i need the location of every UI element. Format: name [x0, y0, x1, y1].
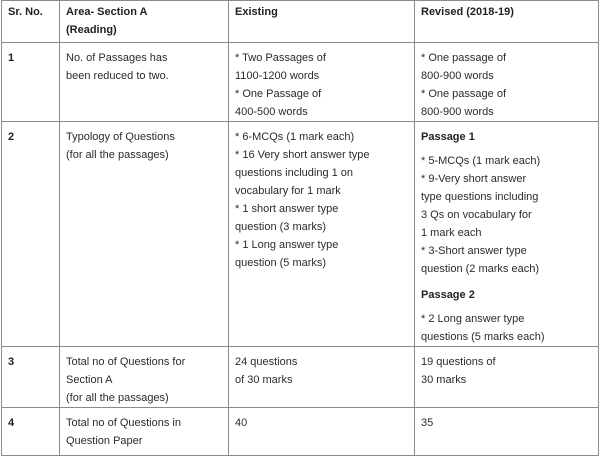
row-2-area: Typology of Questions (for all the passages) — [60, 122, 229, 347]
comparison-table — [1, 0, 599, 456]
table-row — [2, 122, 599, 347]
row-3-revised: 19 questions of 30 marks — [415, 347, 599, 408]
table-row — [2, 347, 599, 408]
header-sr-no: Sr. No. — [2, 1, 60, 43]
row-4-existing: 40 — [229, 408, 415, 456]
row-3-sr: 3 — [2, 347, 60, 408]
header-area: Area- Section A (Reading) — [60, 1, 229, 43]
row-3-existing: 24 questions of 30 marks — [229, 347, 415, 408]
passage-1-title: Passage 1 — [421, 131, 475, 143]
header-revised: Revised (2018-19) — [415, 1, 599, 43]
row-1-area: No. of Passages has been reduced to two. — [60, 43, 229, 122]
table-header-row — [2, 1, 599, 43]
passage-2-title: Passage 2 — [421, 289, 475, 301]
row-2-revised: Passage 1 * 5-MCQs (1 mark each) * 9-Very short answer type questions including 3 Qs on vocabulary for 1 mark each * 3-Short answer type question (2 marks each) Passage 2 * 2 Long answer type questions (5 marks each) — [415, 122, 599, 347]
row-3-area: Total no of Questions for Section A (for all the passages) — [60, 347, 229, 408]
header-existing: Existing — [229, 1, 415, 43]
row-1-sr: 1 — [2, 43, 60, 122]
row-2-existing: * 6-MCQs (1 mark each) * 16 Very short answer type questions including 1 on vocabulary for 1 mark * 1 short answer type question (3 marks) * 1 Long answer type question (5 marks) — [229, 122, 415, 347]
row-4-revised: 35 — [415, 408, 599, 456]
row-2-sr: 2 — [2, 122, 60, 347]
row-4-area: Total no of Questions in Question Paper — [60, 408, 229, 456]
row-1-existing: * Two Passages of 1100-1200 words * One Passage of 400-500 words — [229, 43, 415, 122]
row-1-revised: * One passage of 800-900 words * One passage of 800-900 words — [415, 43, 599, 122]
table-row — [2, 43, 599, 122]
table-row — [2, 408, 599, 456]
row-4-sr: 4 — [2, 408, 60, 456]
